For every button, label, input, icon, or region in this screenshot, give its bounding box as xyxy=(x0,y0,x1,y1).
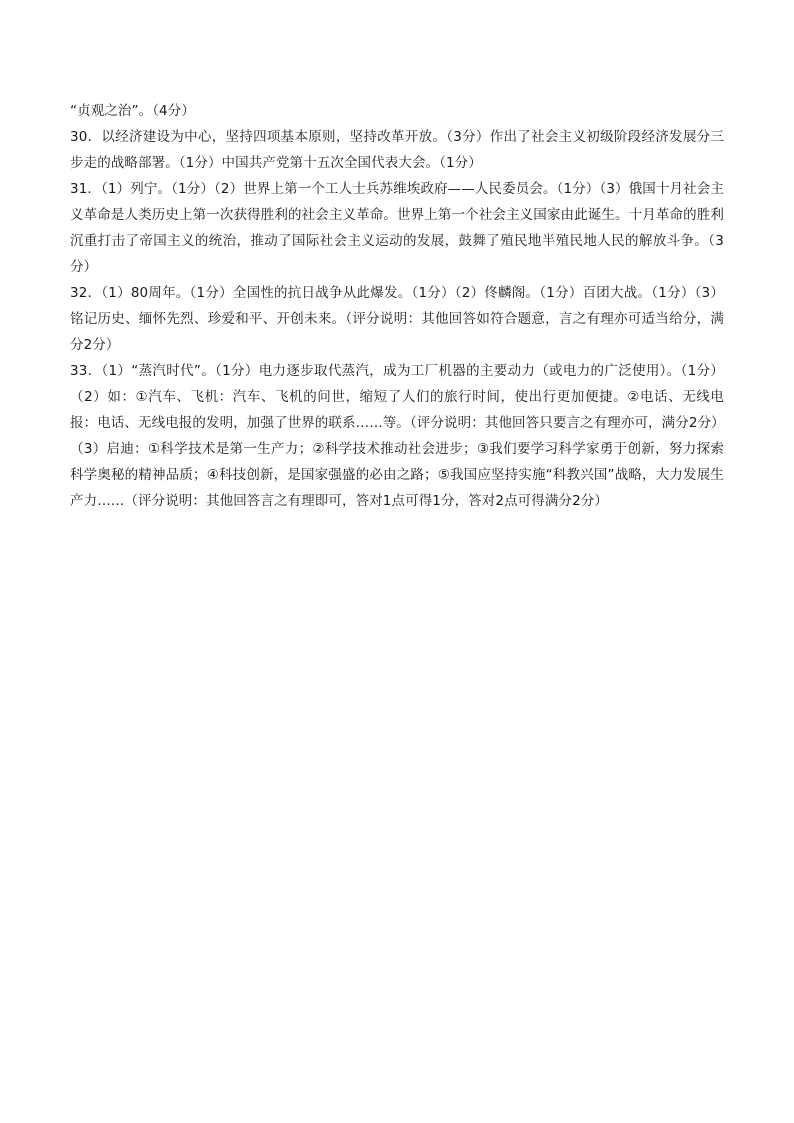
answer-q32 xyxy=(70,280,724,358)
answer-segment: 33．（1）“蒸汽时代”。（1分） xyxy=(70,363,259,379)
answer-segment: 作出了社会主义初级阶段经济发展分三步走的战略部署。（1分） xyxy=(70,129,725,171)
answer-segment: （3）铭记历史、缅怀先烈、珍爱和平、开创未来。（评分说明：其他回答如符合题意，言之有理亦可适当给分，满分2分） xyxy=(70,285,724,353)
answer-segment: 32．（1）80周年。（1分） xyxy=(70,285,233,301)
answer-q29-tail xyxy=(70,98,724,124)
answer-segment: 百团大战。（1分） xyxy=(582,285,695,301)
answer-q31 xyxy=(70,176,724,280)
answer-segment: “贞观之治”。（4分） xyxy=(70,103,195,119)
answer-segment: 31．（1）列宁。（1分） xyxy=(70,181,214,197)
answer-q30 xyxy=(70,124,724,176)
answer-segment: （3）启迪：①科学技术是第一生产力；②科学技术推动社会进步；③我们要学习科学家勇于创新，努力探索科学奥秘的精神品质；④科技创新，是国家强盛的必由之路；⑤我国应坚持实施“科教兴国”战略，大力发展生产力……（评分说明：其他回答言之有理即可，答对1点可得1分，答对2点可得满分2分） xyxy=(70,441,724,509)
answer-key-body xyxy=(70,98,724,514)
answer-segment: 全国性的抗日战争从此爆发。（1分） xyxy=(232,285,455,301)
answer-segment: （2）世界上第一个工人士兵苏维埃政府——人民委员会。（1分） xyxy=(213,181,600,197)
answer-segment: （3）俄国十月社会主义革命是人类历史上第一次获得胜利的社会主义革命。世界上第一个社会主义国家由此诞生。十月革命的胜利沉重打击了帝国主义的统治，推动了国际社会主义运动的发展，鼓舞了殖民地半殖民地人民的解放斗争。（3分） xyxy=(70,181,725,275)
answer-segment: 电力逐步取代蒸汽，成为工厂机器的主要动力（或电力的广泛使用）。（1分） xyxy=(258,363,724,379)
answer-segment: （2）如：①汽车、飞机：汽车、飞机的问世，缩短了人们的旅行时间，使出行更加便捷。②电话、无线电报：电话、无线电报的发明，加强了世界的联系……等。（评分说明：其他回答只要言之有理亦可，满分2分） xyxy=(70,389,725,431)
answer-segment: （2）佟麟阁。（1分） xyxy=(454,285,583,301)
answer-q33 xyxy=(70,358,724,514)
answer-segment: 中国共产党第十五次全国代表大会。（1分） xyxy=(221,155,482,171)
answer-segment: 30．以经济建设为中心，坚持四项基本原则，坚持改革开放。（3分） xyxy=(70,129,490,145)
